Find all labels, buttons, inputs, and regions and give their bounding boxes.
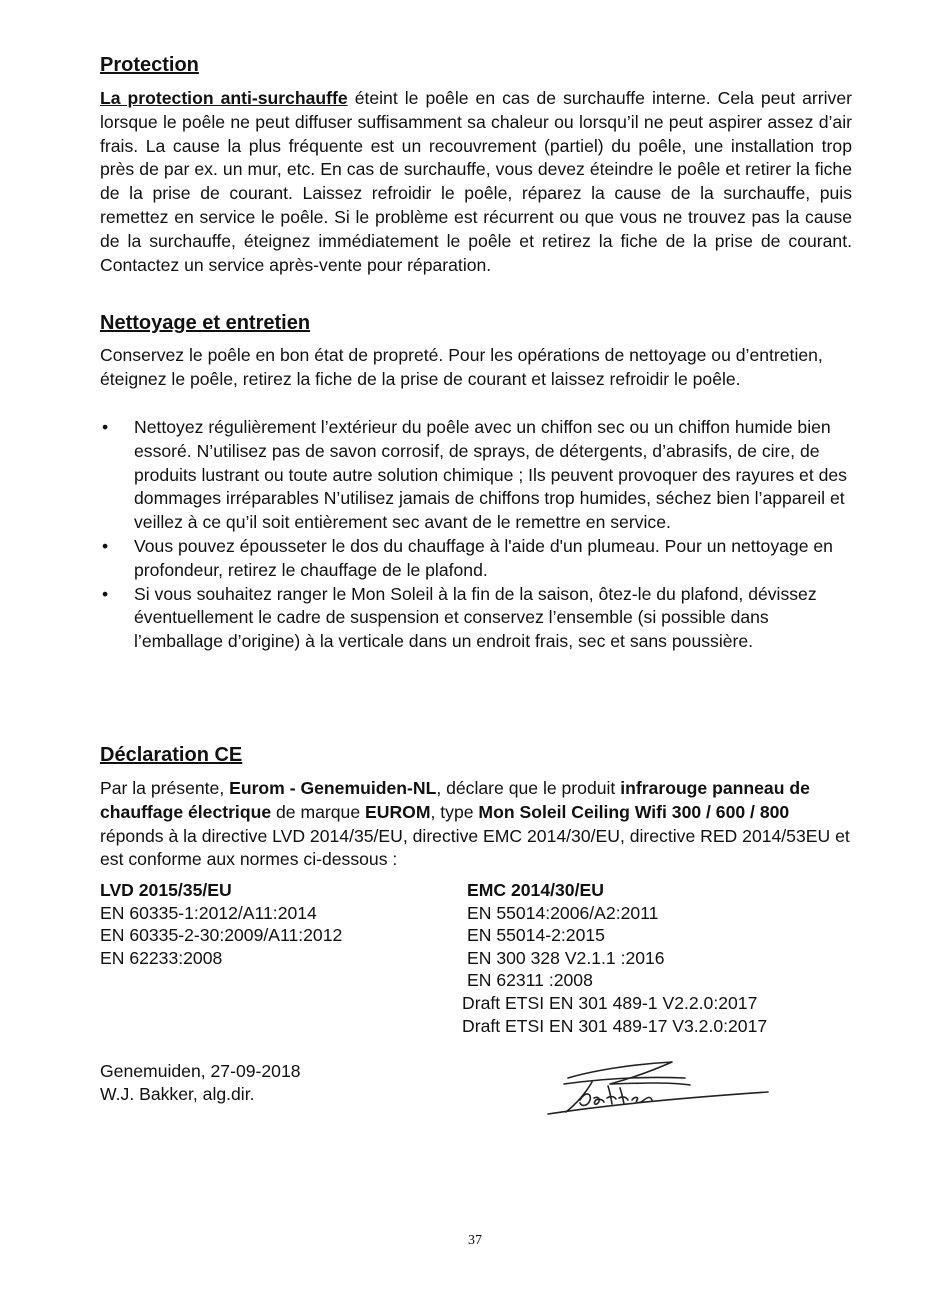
page-number: 37 [468,1233,482,1248]
standard-item: EN 55014-2:2015 [467,925,605,946]
declaration-text: Par la présente, [100,778,230,798]
handwritten-signature [540,1058,770,1124]
signature-block [100,1060,301,1105]
declaration-heading: Déclaration CE [100,744,243,766]
protection-paragraph [100,87,852,277]
draft-standards [462,992,767,1037]
standard-item: EN 60335-2-30:2009/A11:2012 [100,925,343,946]
standard-item: EN 55014:2006/A2:2011 [467,902,659,923]
signatory: W.J. Bakker, alg.dir. [100,1083,255,1104]
maintenance-list [100,416,852,654]
list-item: • Si vous souhaitez ranger le Mon Soleil à la fin de la saison, ôtez-le du plafond, dévissez éventuellement le cadre de suspension et conservez l’ensemble (si possible dans l’emballage d’origine) à la verticale dans un endroit frais, sec et sans poussière. [100,583,852,654]
list-item: • Vous pouvez épousseter le dos du chauffage à l'aide d'un plumeau. Pour un nettoyage en profondeur, retirez le chauffage de le plafond. [100,535,852,583]
standard-item: Draft ETSI EN 301 489-17 V3.2.0:2017 [462,1015,768,1036]
maintenance-intro: Conservez le poêle en bon état de propreté. Pour les opérations de nettoyage ou d’entretien, éteignez le poêle, retirez la fiche de la prise de courant et laissez refroidir le poêle. [100,345,823,389]
company-name: Eurom - Genemuiden-NL [229,778,437,798]
declaration-text: , type [430,801,479,822]
standard-item: EN 60335-1:2012/A11:2014 [100,902,317,923]
declaration-paragraph [100,777,852,872]
standard-item: EN 62311 :2008 [467,970,593,991]
lvd-title: LVD 2015/35/EU [100,880,232,900]
protection-text: éteint le poêle en cas de surchauffe interne. Cela peut arriver lorsque le poêle ne peut diffuser suffisamment sa chaleur ou lorsqu’il ne peut aspirer assez d’air frais. La cause la plus fréquente est un recouvrement (partiel) du poêle, une installation trop près de par ex. un mur, etc. En cas de surchauffe, vous devez éteindre le poêle et retirer la fiche de la prise de courant. Laissez refroidir le poêle, réparez la cause de la surchauffe, puis remettez en service le poêle. Si le problème est récurrent ou que vous ne trouvez pas la cause de la surchauffe, éteignez immédiatement le poêle et retirez la fiche de la prise de courant. Contactez un service après-vente pour réparation. [100,88,852,275]
standard-item: EN 62233:2008 [100,947,223,968]
declaration-text: de marque [271,801,365,822]
protection-heading: Protection [100,54,199,76]
maintenance-heading: Nettoyage et entretien [100,312,311,334]
product-name: infrarouge panneau de chauffage électrique [100,778,810,822]
standard-item: Draft ETSI EN 301 489-1 V2.2.0:2017 [462,993,758,1013]
list-item: • Nettoyez régulièrement l’extérieur du poêle avec un chiffon sec ou un chiffon humide bien essoré. N’utilisez pas de savon corrosif, de sprays, de détergents, d’abrasifs, de cire, de produits lustrant ou toute autre solution chimique ; Ils peuvent provoquer des rayures et des dommages irréparables N’utilisez jamais de chiffons trop humides, séchez bien l’appareil et veillez à ce qu’il soit entièrement sec avant de le remettre en service. [100,416,852,535]
lvd-standards [100,879,342,969]
standard-item: EN 300 328 V2.1.1 :2016 [467,947,665,968]
declaration-text: , déclare que le produit [436,778,621,798]
declaration-text: réponds à la directive LVD 2014/35/EU, directive EMC 2014/30/EU, directive RED 2014/53EU et est conforme aux normes ci-dessous : [100,825,850,870]
emc-standards [467,879,665,992]
protection-term: La protection anti-surchauffe [100,88,348,108]
place-date: Genemuiden, 27-09-2018 [100,1061,301,1081]
brand-name: EUROM [365,801,431,822]
emc-title: EMC 2014/30/EU [467,880,604,900]
model-name: Mon Soleil Ceiling Wifi 300 / 600 / 800 [478,801,790,822]
